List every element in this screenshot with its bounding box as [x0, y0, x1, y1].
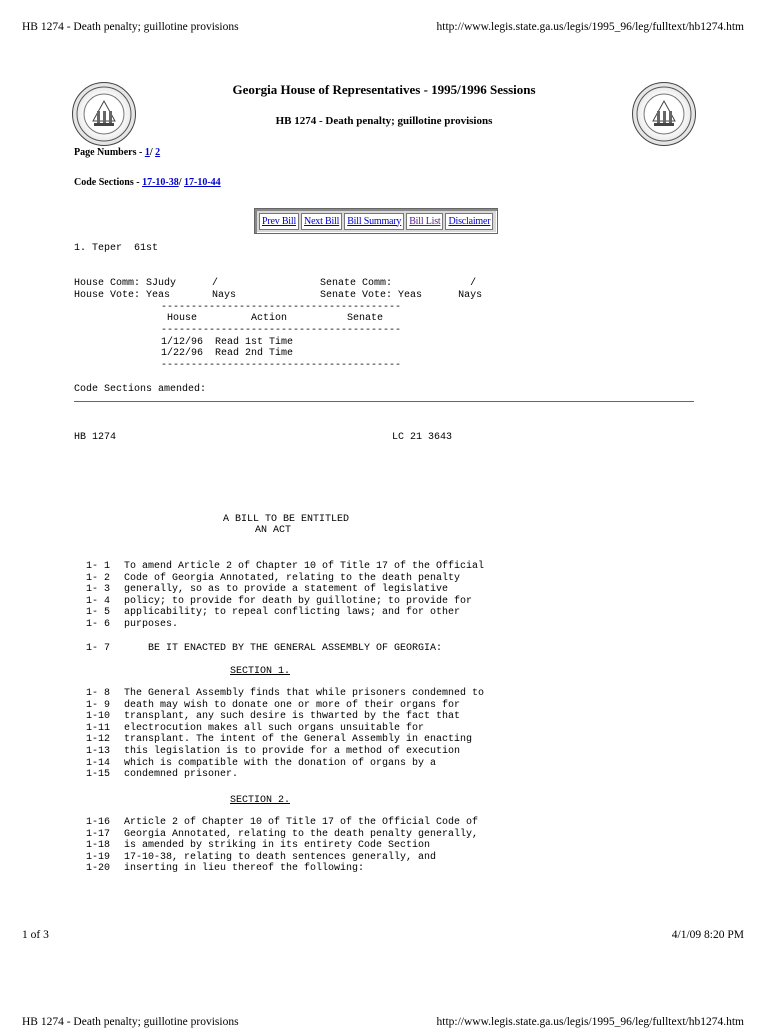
line-number: 1-17	[86, 828, 111, 840]
bill-text-line	[86, 619, 178, 630]
next-page-header-url: http://www.legis.state.ga.us/legis/1995_96/leg/fulltext/hb1274.htm	[436, 1016, 744, 1028]
line-number: 1-12	[86, 734, 111, 746]
line-text: inserting in lieu thereof the following:	[124, 863, 365, 875]
divider	[74, 401, 694, 402]
line-number: 1-11	[86, 722, 111, 734]
line-text: policy; to provide for death by guillotine; to provide for	[124, 595, 473, 607]
section-title: SECTION 1.	[230, 666, 291, 677]
status-table-rule-bottom: ----------------------------------------	[161, 360, 402, 371]
line-number: 1-15	[86, 769, 111, 781]
bill-text-line	[86, 573, 460, 584]
line-text: death may wish to donate one or more of their organs for	[124, 699, 461, 711]
line-text: Georgia Annotated, relating to the death penalty generally,	[124, 828, 479, 840]
code-sections	[74, 177, 221, 188]
bill-text-line	[86, 840, 430, 851]
print-header-url: http://www.legis.state.ga.us/legis/1995_96/leg/fulltext/hb1274.htm	[436, 21, 744, 33]
disclaimer-button[interactable]: Disclaimer	[445, 213, 493, 230]
bill-text-line	[86, 723, 424, 734]
status-table-rule-top: ----------------------------------------	[161, 302, 402, 313]
bill-number: HB 1274	[74, 432, 117, 443]
code-section-link-17-10-38[interactable]: 17-10-38	[142, 177, 179, 188]
print-footer-datetime: 4/1/09 8:20 PM	[671, 929, 744, 941]
lc-number: LC 21 3643	[392, 432, 453, 443]
bill-text-line	[86, 863, 364, 874]
bill-text-line	[86, 711, 460, 722]
line-text: electrocution makes all such organs unsuitable for	[124, 722, 425, 734]
page-link-2[interactable]: 2	[155, 147, 161, 158]
line-number: 1- 7	[86, 643, 111, 654]
bill-text-line	[86, 607, 460, 618]
line-number: 1- 4	[86, 595, 111, 607]
print-header-title: HB 1274 - Death penalty; guillotine provisions	[22, 21, 239, 33]
bill-text-line	[86, 700, 460, 711]
line-number: 1- 2	[86, 572, 111, 584]
print-footer-page: 1 of 3	[22, 929, 49, 941]
prev-bill-button[interactable]: Prev Bill	[259, 213, 299, 230]
status-table-rule-mid: ----------------------------------------	[161, 325, 402, 336]
line-number: 1-20	[86, 863, 111, 875]
bill-text-line	[86, 817, 478, 828]
code-sections-amended: Code Sections amended:	[74, 384, 207, 395]
code-sections-separator: /	[178, 177, 185, 188]
code-section-link-17-10-44[interactable]: 17-10-44	[184, 177, 221, 188]
bill-text-line	[86, 561, 484, 572]
next-page-header-title: HB 1274 - Death penalty; guillotine provisions	[22, 1016, 239, 1028]
page-subtitle: HB 1274 - Death penalty; guillotine provisions	[275, 115, 493, 127]
line-number: 1- 6	[86, 619, 111, 630]
line-text: which is compatible with the donation of organs by a	[124, 757, 437, 769]
vote-line: House Vote: Yeas Nays Senate Vote: Yeas Nays	[74, 290, 483, 301]
line-text: is amended by striking in its entirety Code Section	[124, 840, 431, 852]
bill-text-line	[86, 758, 436, 769]
section-title: SECTION 2.	[230, 795, 291, 806]
bill-text-line	[86, 769, 238, 780]
bill-text-line	[86, 596, 472, 607]
line-text: Code of Georgia Annotated, relating to the death penalty	[124, 572, 461, 584]
line-number: 1- 9	[86, 699, 111, 711]
line-number: 1- 1	[86, 561, 111, 572]
line-number: 1-14	[86, 757, 111, 769]
page-numbers-label: Page Numbers -	[74, 147, 145, 158]
page-link-1[interactable]: 1	[144, 147, 150, 158]
line-number: 1-16	[86, 817, 111, 828]
line-text: Article 2 of Chapter 10 of Title 17 of the Official Code of	[124, 817, 479, 828]
status-table-row: 1/12/96 Read 1st Time	[161, 337, 294, 348]
page-title: Georgia House of Representatives - 1995/1996 Sessions	[232, 82, 536, 97]
bill-list-button[interactable]: Bill List	[406, 213, 443, 230]
line-text: purposes.	[124, 619, 179, 630]
bill-text-line	[86, 688, 484, 699]
bill-text-line	[86, 734, 472, 745]
bill-title-line: AN ACT	[255, 525, 292, 536]
line-text: applicability; to repeal conflicting laws; and for other	[124, 607, 461, 619]
status-table-header: House Action Senate	[161, 313, 384, 324]
code-sections-label: Code Sections -	[74, 177, 143, 188]
line-text: To amend Article 2 of Chapter 10 of Title 17 of the Official	[124, 561, 485, 572]
line-number: 1- 5	[86, 607, 111, 619]
line-number: 1- 8	[86, 688, 111, 699]
bill-navigation-bar	[254, 208, 498, 234]
line-number: 1- 3	[86, 584, 111, 596]
bill-text-line	[86, 643, 442, 654]
line-number: 1-18	[86, 840, 111, 852]
line-text: The General Assembly finds that while prisoners condemned to	[124, 688, 485, 699]
line-text: BE IT ENACTED BY THE GENERAL ASSEMBLY OF GEORGIA:	[124, 643, 443, 654]
bill-text-line	[86, 829, 478, 840]
page-numbers	[74, 147, 160, 158]
bill-text-line	[86, 746, 460, 757]
line-number: 1-19	[86, 851, 111, 863]
bill-text-line	[86, 584, 448, 595]
line-text: this legislation is to provide for a method of execution	[124, 746, 461, 757]
line-text: transplant. The intent of the General Assembly in enacting	[124, 734, 473, 746]
line-number: 1-10	[86, 711, 111, 723]
sponsor-line: 1. Teper 61st	[74, 243, 159, 254]
line-number: 1-13	[86, 746, 111, 757]
bill-text-line	[86, 852, 436, 863]
page-numbers-separator: /	[149, 147, 156, 158]
committee-line: House Comm: SJudy / Senate Comm: /	[74, 278, 477, 289]
bill-title-line: A BILL TO BE ENTITLED	[223, 514, 350, 525]
line-text: generally, so as to provide a statement of legislative	[124, 584, 449, 596]
status-table-row: 1/22/96 Read 2nd Time	[161, 348, 294, 359]
line-text: 17-10-38, relating to death sentences generally, and	[124, 851, 437, 863]
bill-summary-button[interactable]: Bill Summary	[344, 213, 404, 230]
next-bill-button[interactable]: Next Bill	[301, 213, 342, 230]
line-text: condemned prisoner.	[124, 769, 239, 781]
line-text: transplant, any such desire is thwarted by the fact that	[124, 711, 461, 723]
